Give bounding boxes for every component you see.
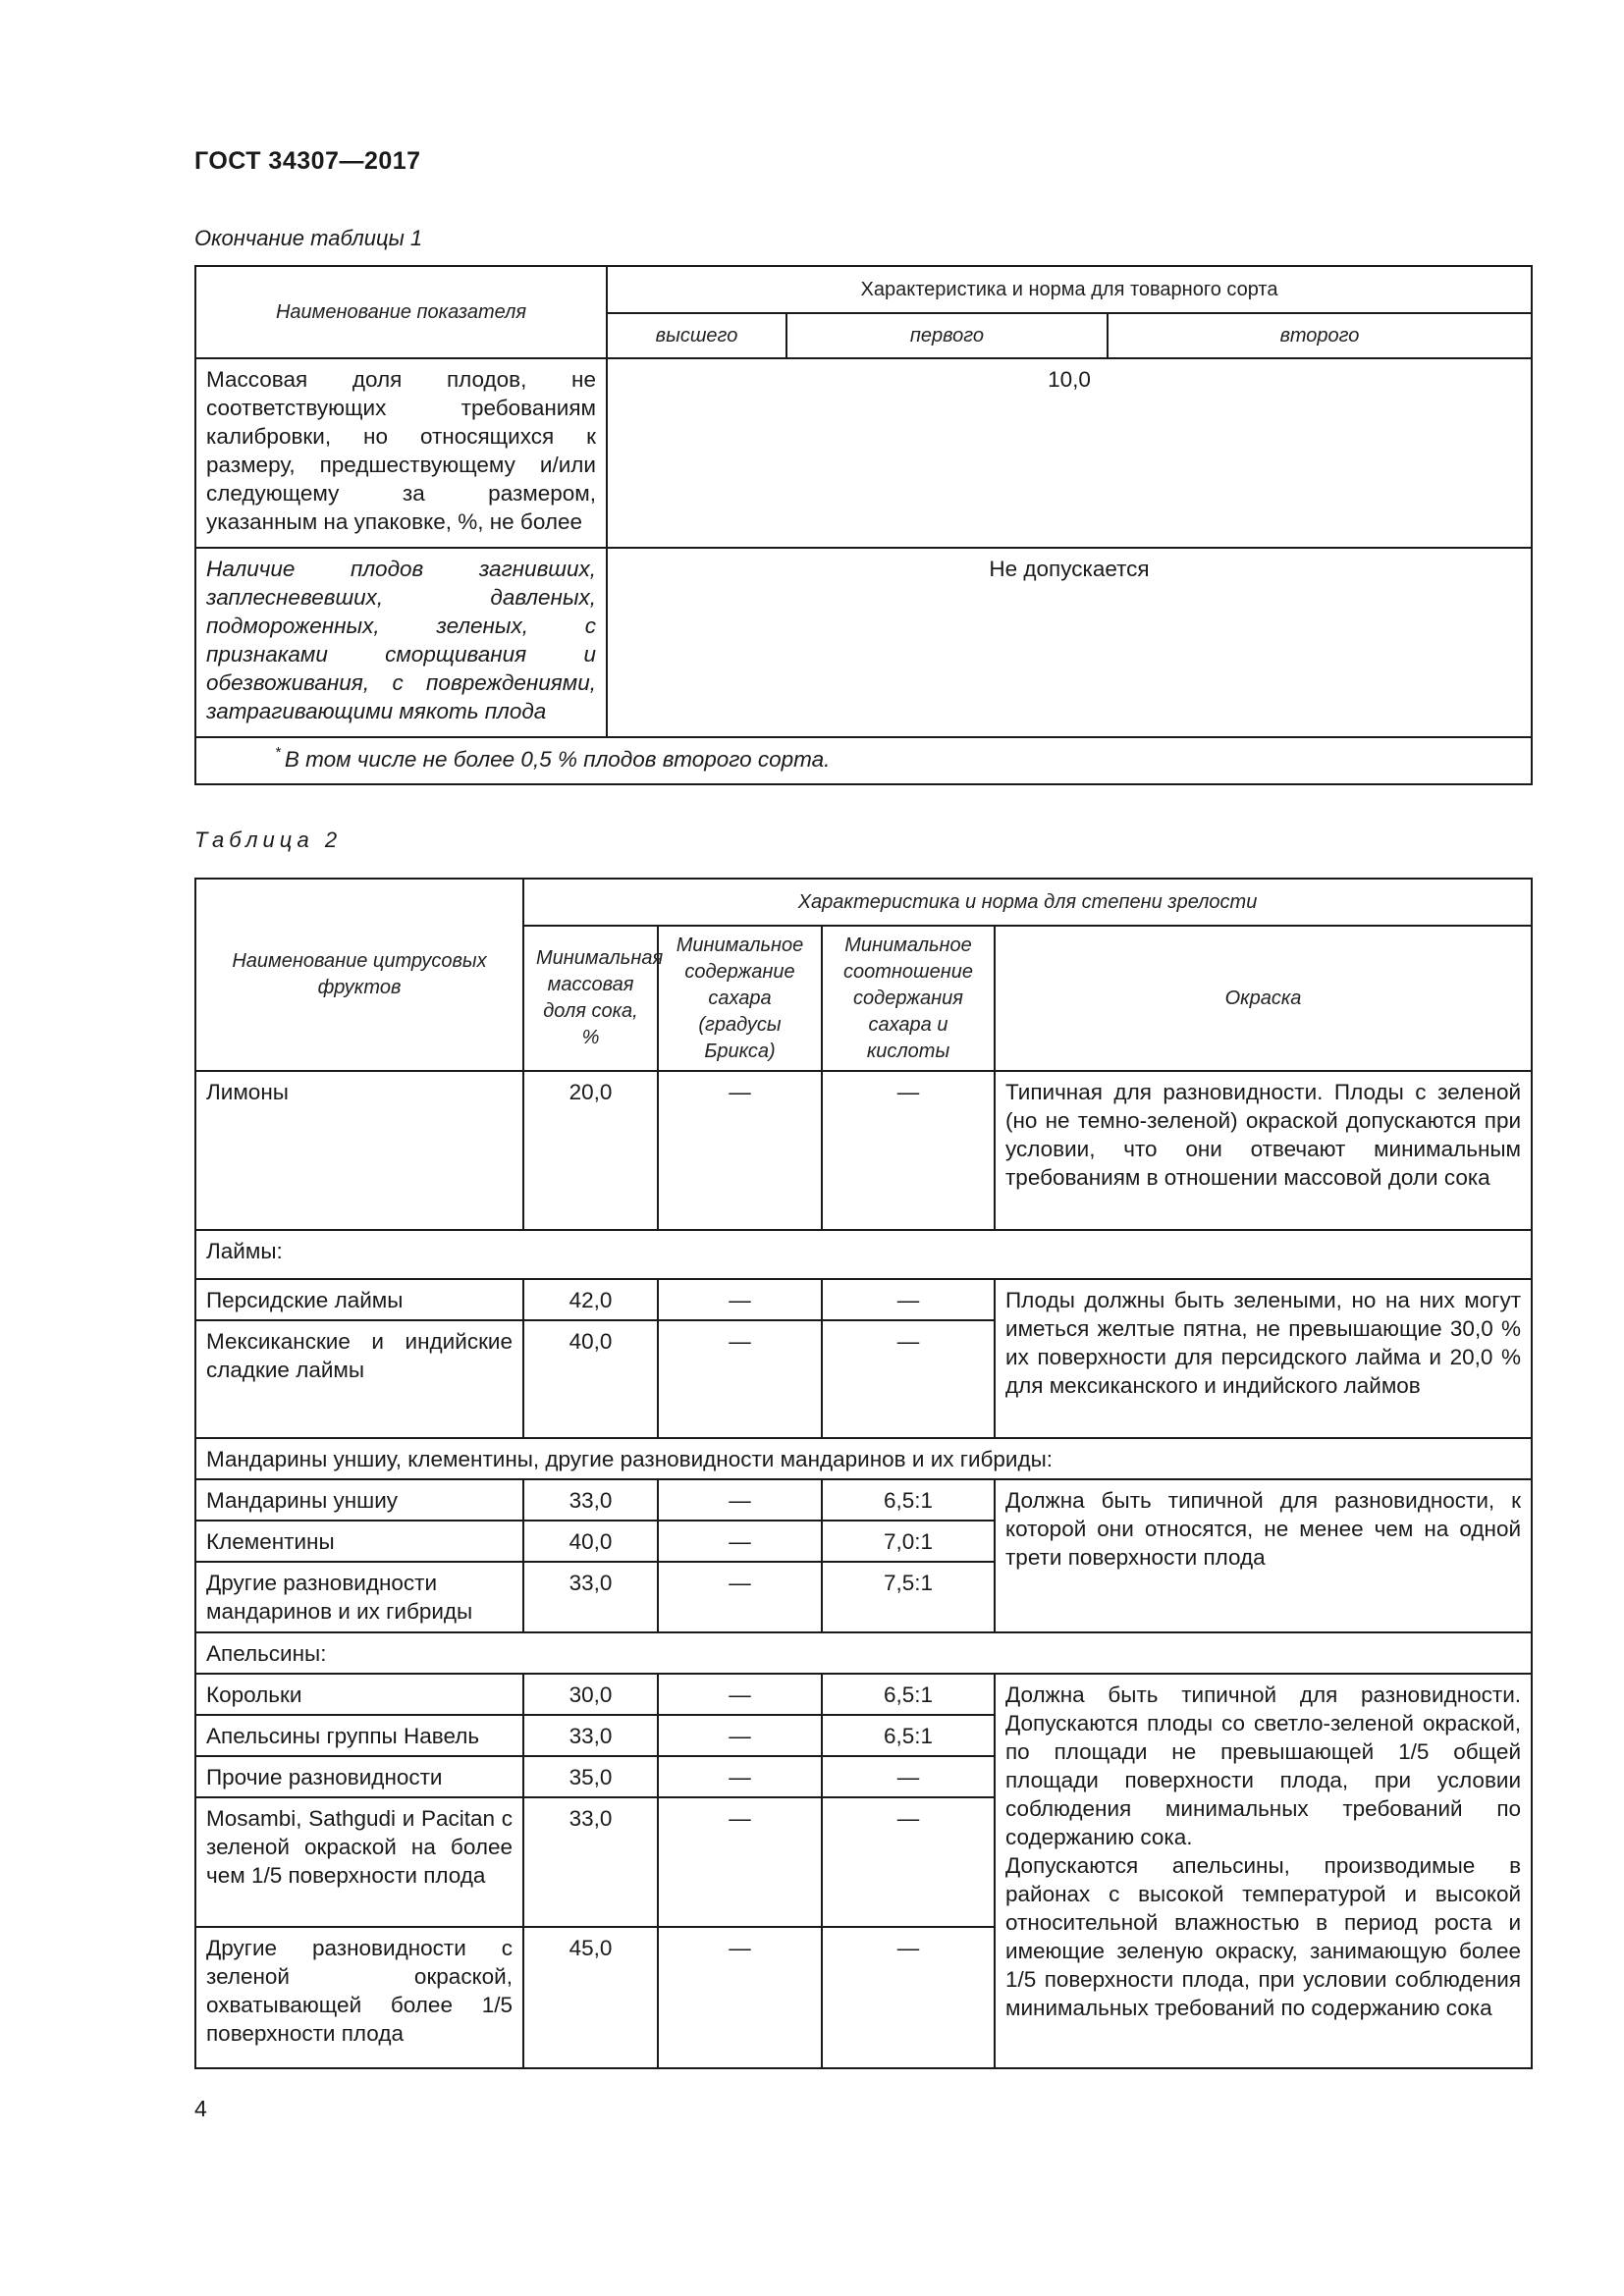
t2-header-group: Характеристика и норма для степени зрелости <box>523 879 1532 926</box>
t2-header-name: Наименование цитрусовых фруктов <box>195 879 523 1071</box>
t2-header-color: Окраска <box>995 926 1532 1071</box>
t2-cell-sugar: — <box>658 1927 822 2068</box>
t2-cell-juice: 40,0 <box>523 1521 658 1562</box>
t1-row-value: 10,0 <box>607 358 1532 548</box>
t2-cell-juice: 30,0 <box>523 1674 658 1715</box>
t2-cell-ratio: 7,0:1 <box>822 1521 995 1562</box>
t2-row-name: Мексиканские и индийские сладкие лаймы <box>195 1320 523 1438</box>
t2-cell-sugar: — <box>658 1521 822 1562</box>
t2-header-ratio: Минимальное соотношение содержания сахара и кислоты <box>822 926 995 1071</box>
t2-cell-sugar: — <box>658 1320 822 1438</box>
t1-footnote <box>195 737 1532 784</box>
t2-cell-sugar: — <box>658 1071 822 1230</box>
t1-row-value: Не допускается <box>607 548 1532 737</box>
t2-cell-sugar: — <box>658 1715 822 1756</box>
t2-cell-sugar: — <box>658 1279 822 1320</box>
t2-row-name: Персидские лаймы <box>195 1279 523 1320</box>
t2-cell-sugar: — <box>658 1562 822 1632</box>
t2-group-row: Лаймы: <box>195 1230 1532 1279</box>
t2-row-name: Прочие разновидности <box>195 1756 523 1797</box>
t2-cell-ratio: — <box>822 1927 995 2068</box>
t1-header-grade: первого <box>786 313 1108 358</box>
t2-cell-juice: 33,0 <box>523 1479 658 1521</box>
t2-cell-ratio: 6,5:1 <box>822 1674 995 1715</box>
t2-cell-ratio: 7,5:1 <box>822 1562 995 1632</box>
t2-cell-ratio: 6,5:1 <box>822 1715 995 1756</box>
t2-cell-juice: 45,0 <box>523 1927 658 2068</box>
t1-header-name: Наименование показателя <box>195 266 607 358</box>
t2-cell-color <box>995 1674 1532 2068</box>
t1-row-name: Наличие плодов загнивших, заплесневевших, давленых, подмороженных, зеленых, с признаками сморщивания и обезвоживания, с повреждениями, затрагивающими мякоть плода <box>195 548 607 737</box>
t1-header-grade: второго <box>1108 313 1532 358</box>
t2-header-juice: Минимальная массовая доля сока, % <box>523 926 658 1071</box>
t2-cell-juice: 20,0 <box>523 1071 658 1230</box>
t2-row-name: Клементины <box>195 1521 523 1562</box>
t2-cell-ratio: — <box>822 1279 995 1320</box>
t2-row-name: Mosambi, Sathgudi и Pacitan с зеленой окраской на более чем 1/5 поверхности плода <box>195 1797 523 1927</box>
t2-row-name: Другие разновидности с зеленой окраской, охватывающей более 1/5 поверхности плода <box>195 1927 523 2068</box>
t2-color-para-1: Должна быть типичной для разновидности. Допускаются плоды со светло-зеленой окраской, по площади не превышающей 1/5 общей площади поверхности плода, при условии соблюдения минимальных требований по содержанию сока. <box>1005 1682 1522 1849</box>
t2-cell-ratio: — <box>822 1320 995 1438</box>
table1-caption: Окончание таблицы 1 <box>194 226 423 250</box>
table-1 <box>194 265 1533 785</box>
t2-cell-sugar: — <box>658 1674 822 1715</box>
t2-row-name: Апельсины группы Навель <box>195 1715 523 1756</box>
t2-cell-juice: 33,0 <box>523 1562 658 1632</box>
t2-cell-ratio: 6,5:1 <box>822 1479 995 1521</box>
page-number: 4 <box>194 2096 207 2121</box>
t2-cell-color: Типичная для разновидности. Плоды с зеленой (но не темно-зеленой) окраской допускаются при условии, что они отвечают минимальным требованиям в отношении массовой доли сока <box>995 1071 1532 1230</box>
t2-row-name: Лимоны <box>195 1071 523 1230</box>
t2-header-sugar: Минимальное содержание сахара (градусы Брикса) <box>658 926 822 1071</box>
t2-cell-sugar: — <box>658 1756 822 1797</box>
t2-cell-sugar: — <box>658 1479 822 1521</box>
t2-cell-color: Должна быть типичной для разновидности, к которой они относятся, не менее чем на одной трети поверхности плода <box>995 1479 1532 1632</box>
t2-cell-sugar: — <box>658 1797 822 1927</box>
t2-cell-ratio: — <box>822 1797 995 1927</box>
t2-cell-ratio: — <box>822 1756 995 1797</box>
t1-header-group: Характеристика и норма для товарного сорта <box>607 266 1532 313</box>
t2-cell-color: Плоды должны быть зелеными, но на них могут иметься желтые пятна, не превышающие 30,0 % их поверхности для персидского лайма и 20,0 % для мексиканского и индийского лаймов <box>995 1279 1532 1438</box>
t2-group-row: Апельсины: <box>195 1632 1532 1674</box>
table2-caption: Таблица 2 <box>194 828 343 852</box>
t2-group-row: Мандарины уншиу, клементины, другие разновидности мандаринов и их гибриды: <box>195 1438 1532 1479</box>
footnote-mark: * <box>275 744 281 761</box>
t2-row-name: Корольки <box>195 1674 523 1715</box>
t2-row-name: Мандарины уншиу <box>195 1479 523 1521</box>
t2-cell-juice: 33,0 <box>523 1797 658 1927</box>
table-2 <box>194 878 1533 2069</box>
t2-color-para-2: Допускаются апельсины, производимые в районах с высокой температурой и высокой относительной влажностью в период роста и имеющие зеленую окраску, занимающую более 1/5 поверхности плода, при условии соблюдения минимальных требований по содержанию сока <box>1005 1853 1522 2020</box>
footnote-text: В том числе не более 0,5 % плодов второго сорта. <box>284 747 831 772</box>
t2-cell-ratio: — <box>822 1071 995 1230</box>
t2-cell-juice: 40,0 <box>523 1320 658 1438</box>
t2-cell-juice: 33,0 <box>523 1715 658 1756</box>
t2-row-name: Другие разновидности мандаринов и их гибриды <box>195 1562 523 1632</box>
t2-cell-juice: 35,0 <box>523 1756 658 1797</box>
document-title: ГОСТ 34307—2017 <box>194 147 421 175</box>
t1-row-name: Массовая доля плодов, не соответствующих требованиям калибровки, но относящихся к размеру, предшествующему и/или следующему за размером, указанным на упаковке, %, не более <box>195 358 607 548</box>
t1-header-grade: высшего <box>607 313 786 358</box>
t2-cell-juice: 42,0 <box>523 1279 658 1320</box>
